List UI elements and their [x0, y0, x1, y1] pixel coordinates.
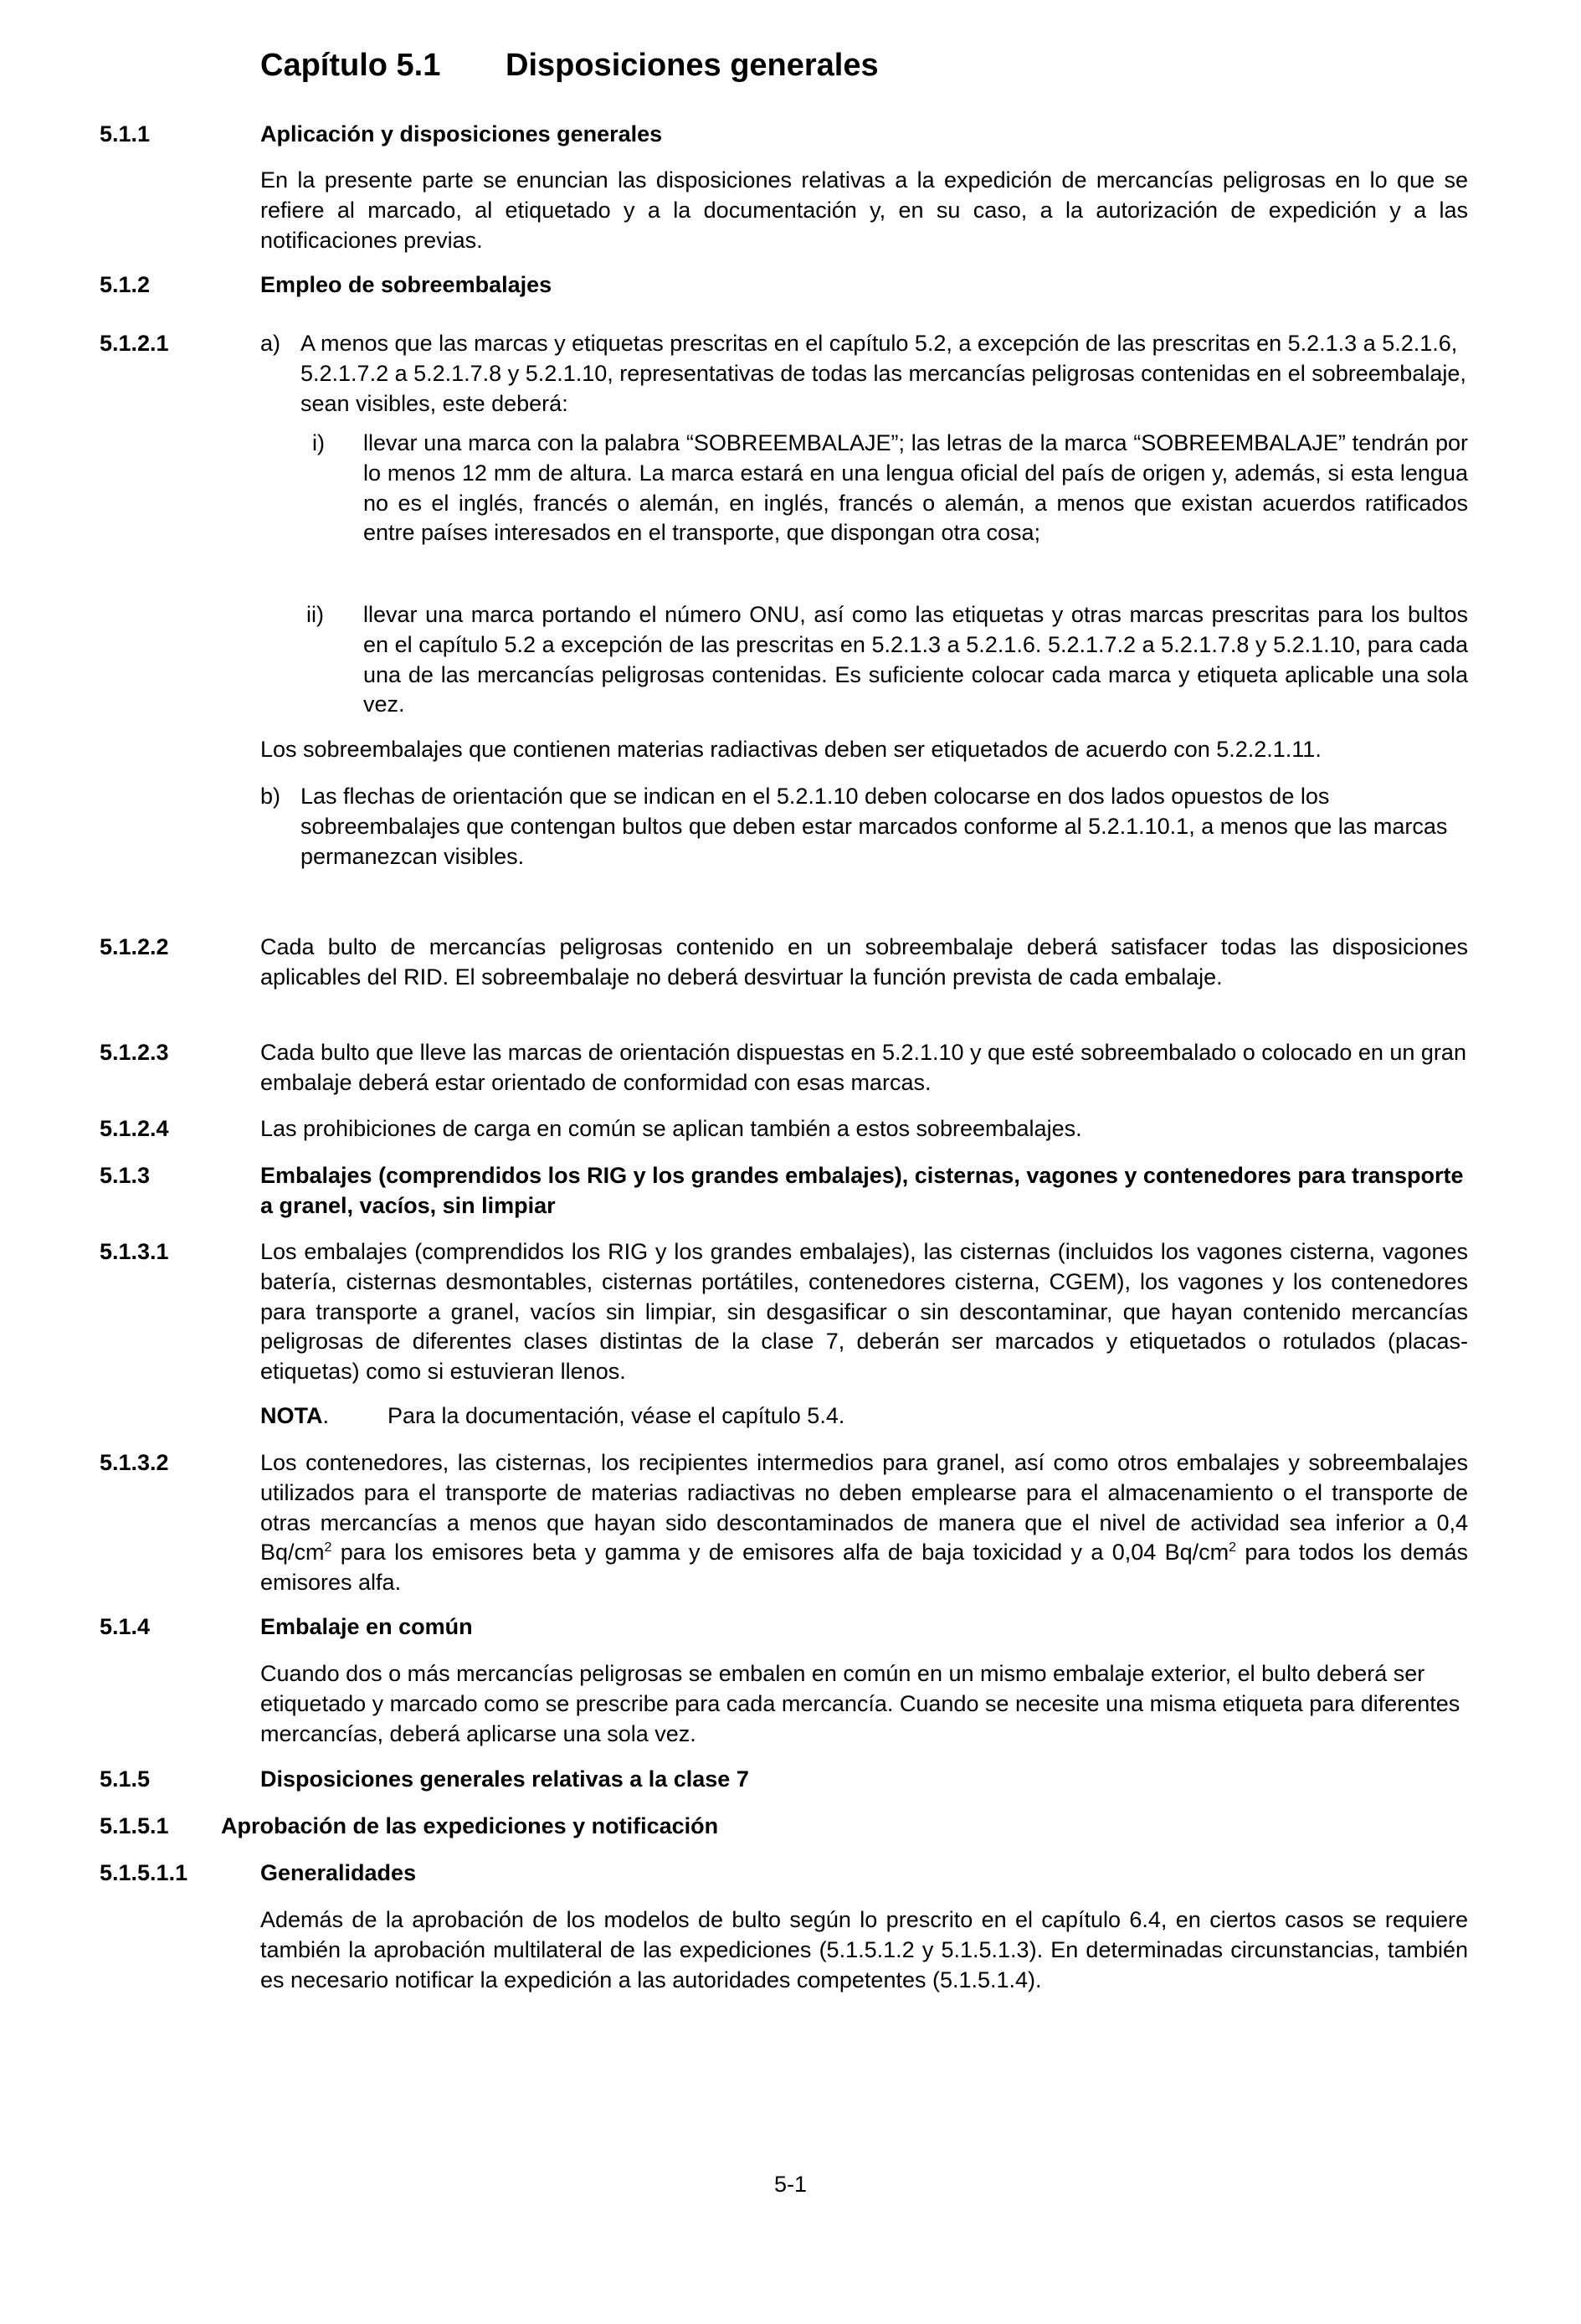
- section-heading: Embalajes (comprendidos los RIG y los grandes embalajes), cisternas, vagones y contenedores para transporte a granel, vacíos, sin limpiar: [260, 1163, 1464, 1218]
- note-label: NOTA: [260, 1403, 323, 1428]
- item-label: i): [312, 430, 325, 455]
- note: [260, 1401, 329, 1432]
- paragraph: Además de la aprobación de los modelos de bulto según lo prescrito en el capítulo 6.4, en ciertos casos se requiere también la aprobación multilateral de las expediciones (5.1.5.1.2 y 5.1.5.1.3). En determinadas circunstancias, también es necesario notificar la expedición a las autoridades competentes (5.1.5.1.4).: [260, 1907, 1468, 1992]
- section-number: 5.1.3: [100, 1163, 151, 1188]
- chapter-title: [260, 45, 879, 85]
- section-number: 5.1.5.1: [100, 1813, 169, 1838]
- paragraph: En la presente parte se enuncian las disposiciones relativas a la expedición de mercancías peligrosas en lo que se refiere al marcado, al etiquetado y a la documentación y, en su caso, a la autorización de expedición y a las notificaciones previas.: [260, 167, 1468, 253]
- note-dot: .: [322, 1403, 330, 1428]
- paragraph: Cada bulto de mercancías peligrosas contenido en un sobreembalaje deberá satisfacer todas las disposiciones aplicables del RID. El sobreembalaje no deberá desvirtuar la función prevista de cada embalaje.: [260, 934, 1468, 990]
- section-number: 5.1.2: [100, 272, 151, 297]
- paragraph: Cada bulto que lleve las marcas de orientación dispuestas en 5.2.1.10 y que esté sobreembalado o colocado en un gran embalaje deberá estar orientado de conformidad con esas marcas.: [260, 1040, 1466, 1095]
- section-number: 5.1.2.1: [100, 331, 169, 356]
- paragraph: Los embalajes (comprendidos los RIG y los grandes embalajes), las cisternas (incluidos los vagones cisterna, vagones batería, cisternas desmontables, cisternas portátiles, contenedores cisterna, CGEM), los vagones y los contenedores para transporte a granel, vacíos sin limpiar, sin desgasificar o sin descontaminar, que hayan contenido mercancías peligrosas de diferentes clases distintas de la clase 7, deberán ser marcados y etiquetados o rotulados (placas-etiquetas) como si estuvieran llenos.: [260, 1239, 1468, 1385]
- text-run: para todos los demás emisores alfa.: [260, 1540, 1468, 1596]
- section-number: 5.1.5.1.1: [100, 1860, 188, 1885]
- section-heading: Generalidades: [260, 1860, 417, 1885]
- text-run: Los contenedores, las cisternas, los recipientes intermedios para granel, así como otros embalajes y sobreembalajes utilizados para el transporte de materias radiactivas no deben emplearse para el almacenamiento o el transporte de otras mercancías a menos que hayan sido descontaminados de manera que el nivel de actividad sea inferior a 0,4 Bq/cm: [260, 1450, 1468, 1566]
- section-heading: Aplicación y disposiciones generales: [260, 121, 663, 147]
- list-item-a: A menos que las marcas y etiquetas prescritas en el capítulo 5.2, a excepción de las prescritas en 5.2.1.3 a 5.2.1.6, 5.2.1.7.2 a 5.2.1.7.8 y 5.2.1.10, representativas de todas las mercancías peligrosas contenidas en el sobreembalaje, sean visibles, este deberá:: [300, 331, 1466, 416]
- section-number: 5.1.2.2: [100, 934, 169, 959]
- list-item-b: Las flechas de orientación que se indican en el 5.2.1.10 deben colocarse en dos lados opuestos de los sobreembalajes que contengan bultos que deben estar marcados conforme al 5.2.1.10.1, a menos que las marcas permanezcan visibles.: [300, 784, 1448, 869]
- item-label: b): [260, 784, 281, 809]
- section-number: 5.1.2.4: [100, 1116, 169, 1141]
- item-label: ii): [306, 602, 324, 627]
- list-item-ii: llevar una marca portando el número ONU, así como las etiquetas y otras marcas prescritas para los bultos en el capítulo 5.2 a excepción de las prescritas en 5.2.1.3 a 5.2.1.6. 5.2.1.7.2 a 5.2.1.7.8 y 5.2.1.10, para cada una de las mercancías peligrosas contenidas. Es suficiente colocar cada marca y etiqueta aplicable una sola vez.: [363, 602, 1468, 717]
- section-number: 5.1.4: [100, 1614, 151, 1639]
- note-text: Para la documentación, véase el capítulo 5.4.: [388, 1403, 845, 1428]
- superscript: 2: [1229, 1540, 1237, 1555]
- superscript: 2: [324, 1540, 332, 1555]
- section-number: 5.1.3.1: [100, 1239, 169, 1264]
- section-number: 5.1.5: [100, 1766, 151, 1792]
- section-number: 5.1.2.3: [100, 1040, 169, 1065]
- section-heading: Disposiciones generales relativas a la clase 7: [260, 1766, 749, 1792]
- section-heading: Empleo de sobreembalajes: [260, 272, 552, 297]
- section-number: 5.1.3.2: [100, 1450, 169, 1475]
- section-heading: Aprobación de las expediciones y notificación: [221, 1813, 719, 1838]
- paragraph: [260, 1448, 1468, 1598]
- list-item-i: llevar una marca con la palabra “SOBREEMBALAJE”; las letras de la marca “SOBREEMBALAJE” tendrán por lo menos 12 mm de altura. La marca estará en una lengua oficial del país de origen y, además, si esta lengua no es el inglés, francés o alemán, en inglés, francés o alemán, a menos que existan acuerdos ratificados entre países interesados en el transporte, que dispongan otra cosa;: [363, 430, 1468, 546]
- chapter-number: Capítulo 5.1: [260, 48, 441, 83]
- text-run: para los emisores beta y gamma y de emisores alfa de baja toxicidad y a 0,04 Bq/cm: [331, 1540, 1229, 1566]
- paragraph: Cuando dos o más mercancías peligrosas se embalen en común en un mismo embalaje exterior, el bulto deberá ser etiquetado y marcado como se prescribe para cada mercancía. Cuando se necesite una misma etiqueta para diferentes mercancías, deberá aplicarse una sola vez.: [260, 1661, 1460, 1746]
- item-label: a): [260, 331, 281, 356]
- chapter-name: Disposiciones generales: [506, 48, 879, 83]
- page-number: 5-1: [773, 2172, 808, 2197]
- section-heading: Embalaje en común: [260, 1614, 473, 1639]
- paragraph: Los sobreembalajes que contienen materias radiactivas deben ser etiquetados de acuerdo con 5.2.2.1.11.: [260, 737, 1322, 762]
- section-number: 5.1.1: [100, 121, 151, 147]
- paragraph: Las prohibiciones de carga en común se aplican también a estos sobreembalajes.: [260, 1116, 1082, 1141]
